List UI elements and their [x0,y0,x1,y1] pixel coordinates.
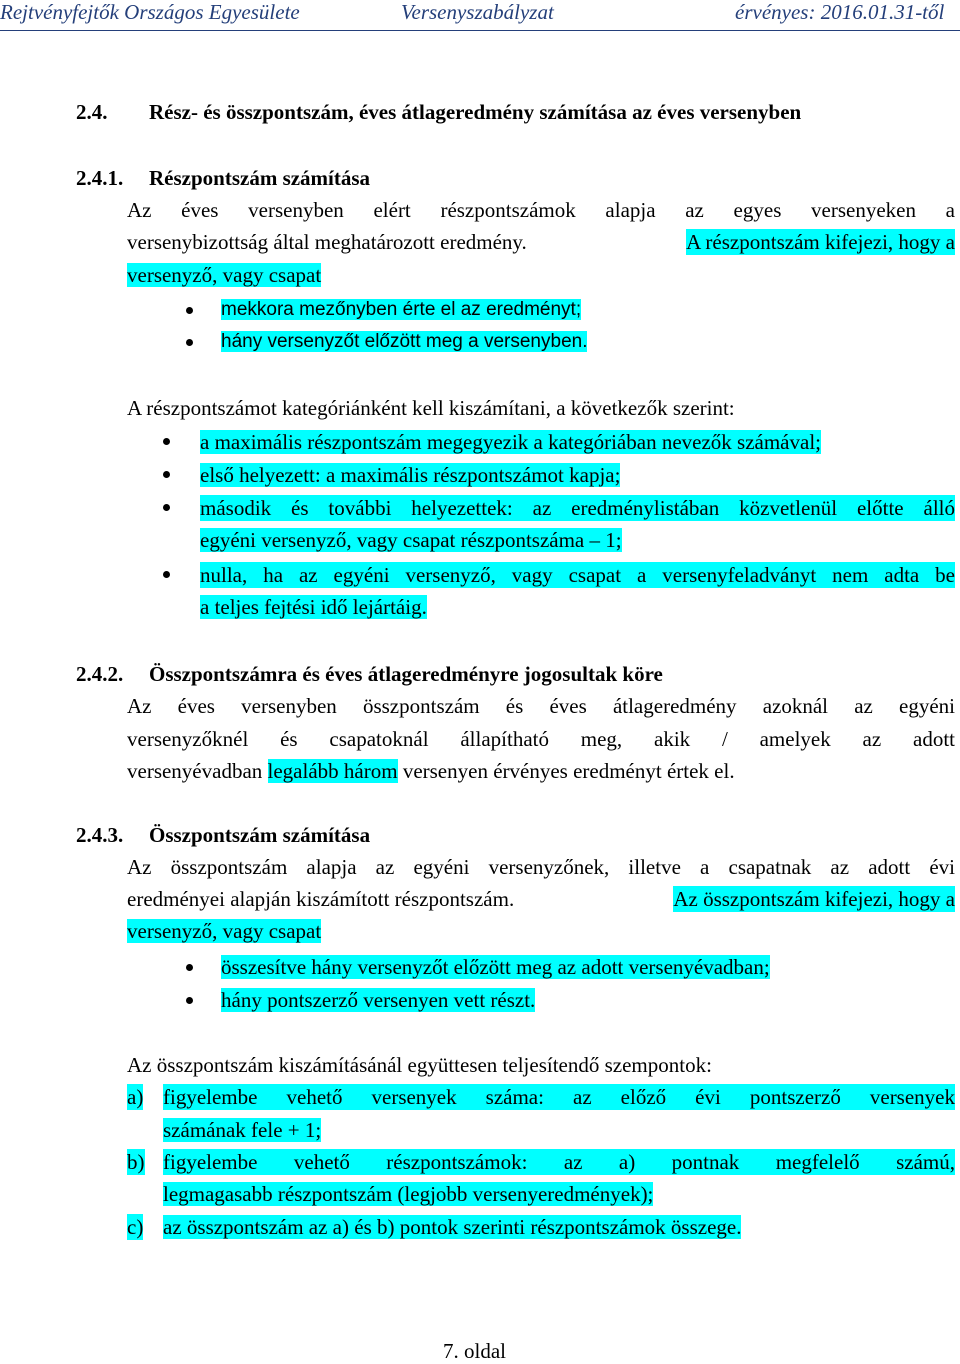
list-item-a-continuation [163,1117,321,1143]
header-document-title: Versenyszabályzat [401,0,554,24]
bullet-icon [186,307,193,314]
paragraph-line [127,262,321,288]
highlighted-text: a maximális részpontszám megegyezik a kategóriában nevezők számával; [200,430,821,454]
paragraph-text: versenyen érvényes eredményt értek el. [397,759,735,783]
paragraph-line: Az összpontszám alapja az egyéni versenyzőnek, illetve a csapatnak az adott évi [127,855,955,879]
paragraph-line: A részpontszámot kategóriánként kell kiszámítani, a következők szerint: [127,396,735,420]
section-2-4-2-number: 2.4.2. [76,662,124,686]
highlighted-text: számának fele + 1; [163,1118,322,1142]
list-item-b-continuation [163,1181,653,1207]
paragraph-line: Az éves versenyben elért részpontszámok alapja az egyes versenyeken a [127,198,955,222]
highlighted-text: hány versenyzőt előzött meg a versenyben. [221,331,588,352]
list-item-a: figyelembe vehető versenyek száma: az előző évi pontszerző versenyek [163,1085,955,1109]
section-2-4-number: 2.4. [76,100,108,124]
bullet-icon [163,504,170,511]
highlighted-text: az összpontszám az a) és b) pontok szerinti részpontszámok összege. [163,1215,742,1239]
highlighted-text: versenyző, vagy csapat [127,263,322,287]
list-item: nulla, ha az egyéni versenyző, vagy csapat a versenyfeladványt nem adta be [200,563,955,587]
list-item-continuation [200,594,427,620]
paragraph-line [127,758,735,784]
paragraph-line [127,229,955,255]
list-item-continuation [200,527,622,553]
paragraph-line [127,918,321,944]
section-2-4-1-title: Részpontszám számítása [149,166,371,190]
list-item: második és további helyezettek: az eredménylistában közvetlenül előtte álló [200,496,955,520]
bullet-icon [186,964,193,971]
bullet-icon [163,571,170,578]
highlighted-text: a teljes fejtési idő lejártáig. [200,595,427,619]
paragraph-text: eredményei alapján kiszámított részpontszám. [127,887,515,911]
highlighted-text: legalább három [267,759,398,783]
page-number: 7. oldal [443,1339,506,1363]
header-validity: érvényes: 2016.01.31-től [735,0,945,24]
paragraph-line: versenyzőknél és csapatoknál állapítható meg, akik / amelyek az adott [127,727,955,751]
list-item-b: figyelembe vehető részpontszámok: az a) pontnak megfelelő számú, [163,1150,955,1174]
section-2-4-2-title: Összpontszámra és éves átlageredményre jogosultak köre [149,662,663,686]
list-item [200,462,620,488]
highlighted-text: összesítve hány versenyzőt előzött meg az adott versenyévadban; [221,955,770,979]
list-item [221,297,581,323]
section-2-4-1-number: 2.4.1. [76,166,124,190]
highlighted-text: legmagasabb részpontszám (legjobb versenyeredmények); [163,1182,654,1206]
highlighted-text: mekkora mezőnyben érte el az eredményt; [221,299,582,320]
list-item [200,429,821,455]
paragraph-line: Az összpontszám kiszámításánál együttesen teljesítendő szempontok: [127,1053,712,1077]
paragraph-text: versenybizottság által meghatározott eredmény. [127,230,527,254]
highlighted-text: versenyző, vagy csapat [127,919,322,943]
list-item [221,954,770,980]
bullet-icon [163,438,170,445]
list-item-c [163,1214,741,1240]
bullet-icon [186,339,193,346]
highlighted-text: hány pontszerző versenyen vett részt. [221,988,536,1012]
header-organization: Rejtvényfejtők Országos Egyesülete [0,0,300,24]
paragraph-line: Az éves versenyben összpontszám és éves átlageredmény azoknál az egyéni [127,694,955,718]
highlighted-text: egyéni versenyző, vagy csapat részpontszáma – 1; [200,528,622,552]
section-2-4-3-title: Összpontszám számítása [149,823,371,847]
highlighted-text: Az összpontszám kifejezi, hogy a [673,887,955,911]
bullet-icon [163,471,170,478]
list-item [221,329,587,355]
header-divider [0,30,960,31]
list-label-a: a) [127,1085,144,1109]
list-label-b: b) [127,1150,145,1174]
list-label-c: c) [127,1215,144,1239]
list-item [221,987,535,1013]
section-2-4-3-number: 2.4.3. [76,823,124,847]
section-2-4-title: Rész- és összpontszám, éves átlageredmény számítása az éves versenyben [149,100,802,124]
bullet-icon [186,997,193,1004]
highlighted-text: első helyezett: a maximális részpontszámot kapja; [200,463,621,487]
paragraph-line [127,886,955,912]
paragraph-text: versenyévadban [127,759,268,783]
highlighted-text: A részpontszám kifejezi, hogy a [686,230,955,254]
